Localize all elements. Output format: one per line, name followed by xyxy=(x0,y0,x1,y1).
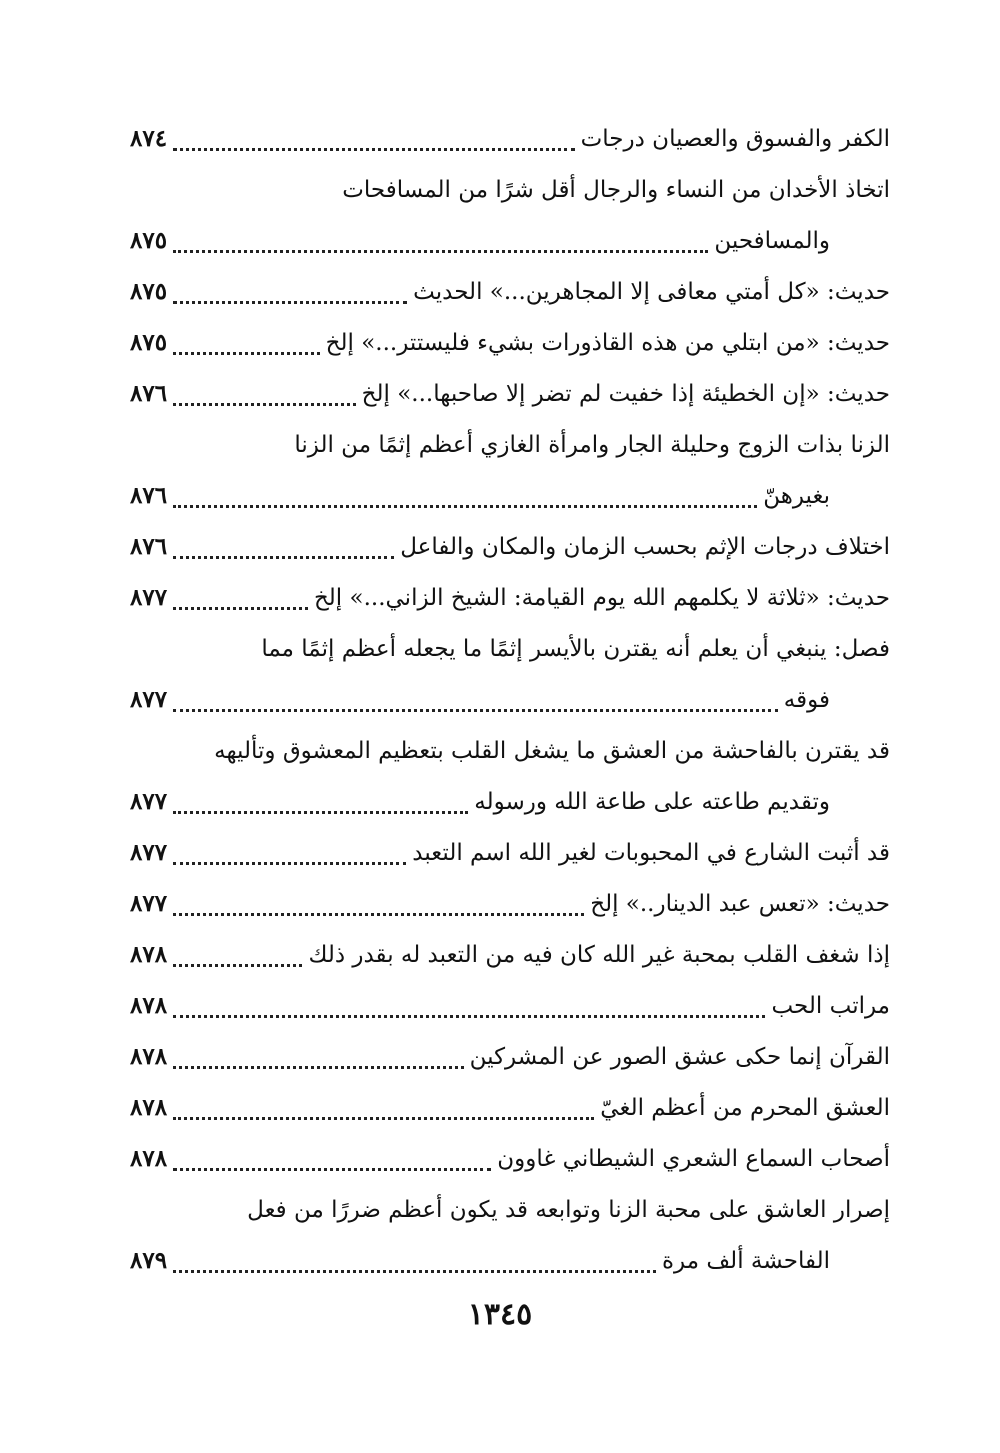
index-entry-continuation xyxy=(130,776,890,828)
index-entry xyxy=(130,419,890,471)
entry-text: الفاحشة ألف مرة xyxy=(662,1248,830,1274)
entry-page: ٨٧٩ xyxy=(130,1247,168,1274)
entry-text: مراتب الحب xyxy=(771,993,890,1019)
leader-dots xyxy=(173,403,356,406)
entry-page: ٨٧٨ xyxy=(130,1145,168,1172)
index-entry-continuation xyxy=(130,215,890,267)
page-number: ١٣٤٥ xyxy=(467,1297,533,1332)
index-entry xyxy=(130,1184,890,1236)
entry-page: ٨٧٥ xyxy=(130,329,168,356)
index-entry xyxy=(130,521,890,573)
leader-dots xyxy=(173,709,778,712)
entry-page: ٨٧٧ xyxy=(130,584,168,611)
entry-text: حديث: «تعس عبد الدينار..» إلخ xyxy=(590,891,890,917)
index-entry xyxy=(130,1031,890,1083)
index-entry xyxy=(130,1133,890,1185)
entry-text: حديث: «ثلاثة لا يكلمهم الله يوم القيامة: الشيخ الزاني...» إلخ xyxy=(313,585,890,611)
entry-text: الزنا بذات الزوج وحليلة الجار وامرأة الغازي أعظم إثمًا من الزنا xyxy=(294,432,890,458)
index-entry xyxy=(130,980,890,1032)
entry-text: الكفر والفسوق والعصيان درجات xyxy=(580,126,890,152)
leader-dots xyxy=(173,964,302,967)
index-entry xyxy=(130,929,890,981)
entry-page: ٨٧٨ xyxy=(130,941,168,968)
entry-text: فصل: ينبغي أن يعلم أنه يقترن بالأيسر إثمًا ما يجعله أعظم إثمًا مما xyxy=(261,636,890,662)
leader-dots xyxy=(173,913,584,916)
leader-dots xyxy=(173,1270,656,1273)
index-entry-continuation xyxy=(130,674,890,726)
entry-page: ٨٧٥ xyxy=(130,278,168,305)
entry-text: وتقديم طاعته على طاعة الله ورسوله xyxy=(474,789,830,815)
index-entry xyxy=(130,1082,890,1134)
entry-text: اتخاذ الأخدان من النساء والرجال أقل شرًا من المسافحات xyxy=(342,177,890,203)
entry-text: قد أثبت الشارع في المحبوبات لغير الله اسم التعبد xyxy=(412,840,890,866)
index-entry xyxy=(130,572,890,624)
leader-dots xyxy=(173,1015,765,1018)
entry-page: ٨٧٧ xyxy=(130,890,168,917)
leader-dots xyxy=(173,148,575,151)
leader-dots xyxy=(173,505,757,508)
entry-text: العشق المحرم من أعظم الغيّ xyxy=(600,1095,890,1121)
leader-dots xyxy=(173,1168,491,1171)
leader-dots xyxy=(173,607,308,610)
index-entry xyxy=(130,113,890,165)
index-entry-continuation xyxy=(130,470,890,522)
index-entry xyxy=(130,368,890,420)
entry-page: ٨٧٦ xyxy=(130,482,168,509)
leader-dots xyxy=(173,862,406,865)
entry-page: ٨٧٧ xyxy=(130,839,168,866)
entry-page: ٨٧٥ xyxy=(130,227,168,254)
leader-dots xyxy=(173,352,320,355)
index-entry xyxy=(130,878,890,930)
entry-text: حديث: «إن الخطيئة إذا خفيت لم تضر إلا صاحبها...» إلخ xyxy=(361,381,890,407)
entry-text: قد يقترن بالفاحشة من العشق ما يشغل القلب بتعظيم المعشوق وتأليهه xyxy=(214,738,890,764)
entry-text: إذا شغف القلب بمحبة غير الله كان فيه من التعبد له بقدر ذلك xyxy=(308,942,890,968)
entry-page: ٨٧٨ xyxy=(130,1094,168,1121)
entry-text: حديث: «من ابتلي من هذه القاذورات بشيء فليستتر...» إلخ xyxy=(325,330,890,356)
entry-text: والمسافحين xyxy=(714,228,830,254)
entry-text: أصحاب السماع الشعري الشيطاني غاوون xyxy=(497,1146,890,1172)
leader-dots xyxy=(173,250,708,253)
entry-text: فوقه xyxy=(783,687,830,713)
index-entry xyxy=(130,725,890,777)
entry-page: ٨٧٤ xyxy=(130,125,168,152)
index-entry xyxy=(130,827,890,879)
entry-page: ٨٧٦ xyxy=(130,380,168,407)
entry-text: اختلاف درجات الإثم بحسب الزمان والمكان والفاعل xyxy=(400,534,890,560)
index-entry xyxy=(130,164,890,216)
leader-dots xyxy=(173,811,468,814)
entry-page: ٨٧٦ xyxy=(130,533,168,560)
leader-dots xyxy=(173,1117,594,1120)
entry-text: إصرار العاشق على محبة الزنا وتوابعه قد يكون أعظم ضررًا من فعل xyxy=(247,1197,890,1223)
index-entry xyxy=(130,266,890,318)
index-entry-continuation xyxy=(130,1235,890,1287)
leader-dots xyxy=(173,301,407,304)
entry-text: القرآن إنما حكى عشق الصور عن المشركين xyxy=(469,1044,890,1070)
entry-page: ٨٧٨ xyxy=(130,1043,168,1070)
entry-page: ٨٧٧ xyxy=(130,788,168,815)
entry-text: بغيرهنّ xyxy=(763,483,830,509)
leader-dots xyxy=(173,556,394,559)
leader-dots xyxy=(173,1066,464,1069)
index-entry xyxy=(130,317,890,369)
entry-page: ٨٧٧ xyxy=(130,686,168,713)
entry-page: ٨٧٨ xyxy=(130,992,168,1019)
index-entry xyxy=(130,623,890,675)
entry-text: حديث: «كل أمتي معافى إلا المجاهرين...» الحديث xyxy=(413,279,890,305)
